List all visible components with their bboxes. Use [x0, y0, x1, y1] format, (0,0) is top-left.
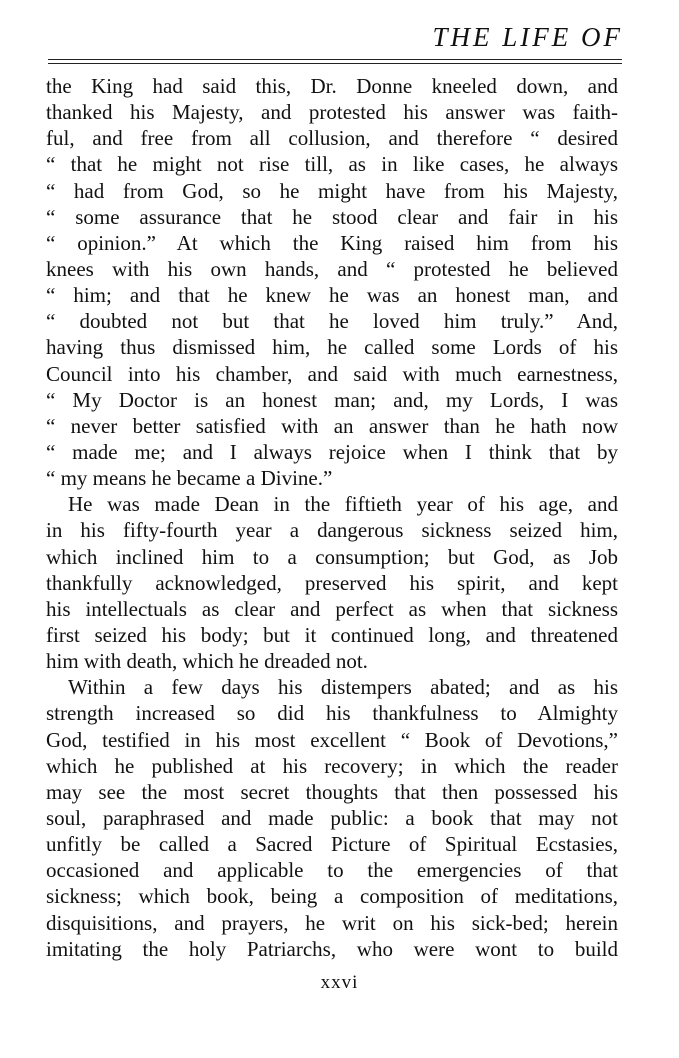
text-line: “ some assurance that he stood clear and fair in his — [46, 204, 618, 229]
text-line: knees with his own hands, and “ protested he believed — [46, 256, 618, 281]
text-line: may see the most secret thoughts that then possessed his — [46, 779, 618, 804]
paragraph-first-line: He was made Dean in the fiftieth year of his age, and — [68, 492, 618, 517]
paragraph-first-line: Within a few days his distempers abated; and as his — [68, 675, 618, 700]
text-line: which he published at his recovery; in which the reader — [46, 753, 618, 778]
running-head: THE LIFE OF — [432, 22, 623, 52]
text-line: his intellectuals as clear and perfect as when that sickness — [46, 596, 618, 621]
text-line: thankfully acknowledged, preserved his spirit, and kept — [46, 570, 618, 595]
text-line: occasioned and applicable to the emergencies of that — [46, 858, 618, 883]
text-line: “ opinion.” At which the King raised him from his — [46, 230, 618, 255]
text-line: “ never better satisfied with an answer than he hath now — [46, 413, 618, 438]
page-number: xxvi — [320, 972, 359, 993]
text-line: “ him; and that he knew he was an honest man, and — [46, 283, 618, 308]
text-line: “ My Doctor is an honest man; and, my Lords, I was — [46, 387, 618, 412]
text-line: imitating the holy Patriarchs, who were wont to build — [46, 936, 618, 961]
text-line: soul, paraphrased and made public: a book that may not — [46, 805, 618, 830]
text-line: having thus dismissed him, he called some Lords of his — [46, 335, 618, 360]
body-text — [46, 73, 618, 962]
text-line: God, testified in his most excellent “ Book of Devotions,” — [46, 727, 618, 752]
text-line: sickness; which book, being a composition of meditations, — [46, 884, 618, 909]
text-line: “ doubted not but that he loved him truly.” And, — [46, 309, 618, 334]
text-line: “ my means he became a Divine.” — [46, 466, 333, 491]
text-line: him with death, which he dreaded not. — [46, 649, 368, 674]
text-line: “ made me; and I always rejoice when I think that by — [46, 439, 618, 464]
text-line: Council into his chamber, and said with much earnestness, — [46, 361, 618, 386]
header-rule-bottom — [48, 63, 622, 64]
text-line: in his fifty-fourth year a dangerous sickness seized him, — [46, 518, 618, 543]
text-line: “ that he might not rise till, as in like cases, he always — [46, 152, 618, 177]
header-rule-top — [48, 59, 622, 60]
text-line: thanked his Majesty, and protested his answer was faith- — [46, 100, 618, 125]
text-line: disquisitions, and prayers, he writ on his sick-bed; herein — [46, 910, 618, 935]
text-line: unfitly be called a Sacred Picture of Spiritual Ecstasies, — [46, 832, 618, 857]
text-line: strength increased so did his thankfulness to Almighty — [46, 701, 618, 726]
text-line: first seized his body; but it continued long, and threatened — [46, 622, 618, 647]
text-line: the King had said this, Dr. Donne kneeled down, and — [46, 74, 618, 98]
text-line: ful, and free from all collusion, and therefore “ desired — [46, 126, 618, 151]
text-line: which inclined him to a consumption; but God, as Job — [46, 544, 618, 569]
text-line: “ had from God, so he might have from his Majesty, — [46, 178, 618, 203]
